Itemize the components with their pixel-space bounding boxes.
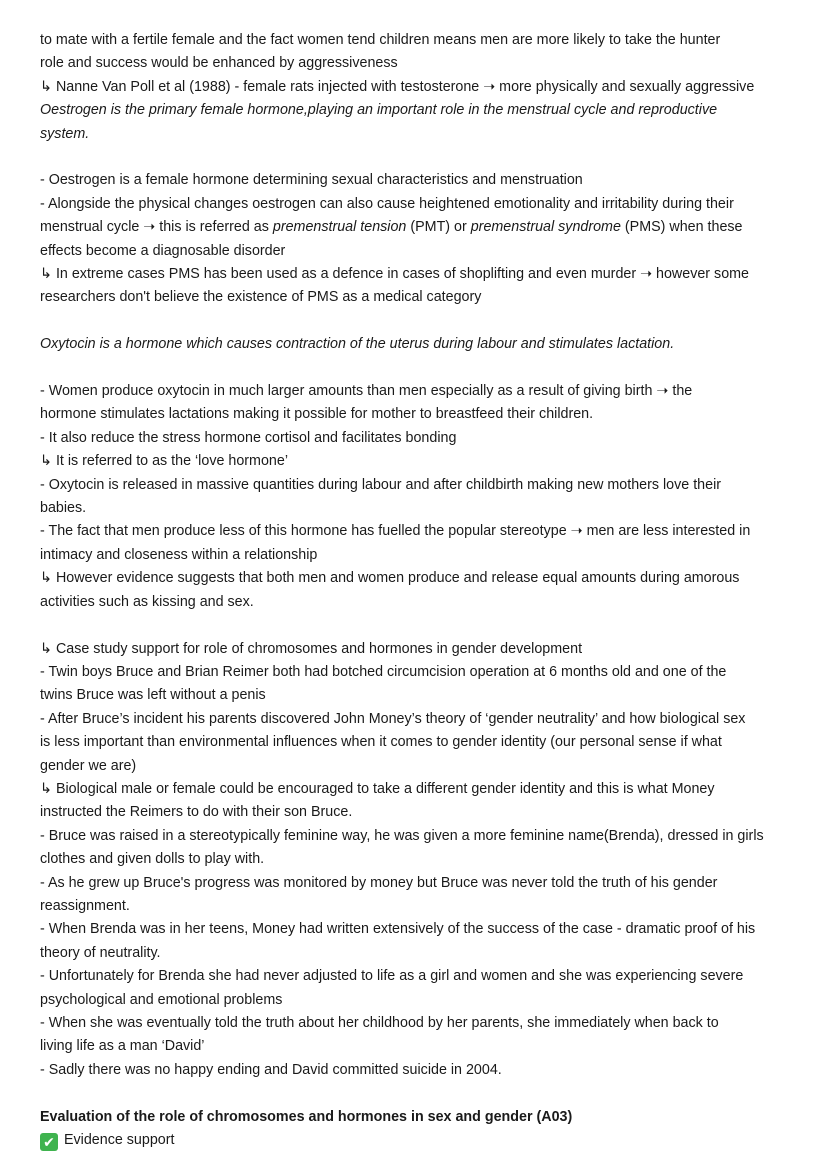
text-line: - Unfortunately for Brenda she had never adjusted to life as a girl and women and she was experiencing severe [40, 968, 744, 985]
text-line: ↳ Biological male or female could be encouraged to take a different gender identity and this is what Money [40, 780, 715, 797]
text-line: role and success would be enhanced by aggressiveness [40, 55, 398, 72]
text-line: is less important than environmental influences when it comes to gender identity (our personal sense if what [40, 734, 722, 751]
text-line: hormone stimulates lactations making it possible for mother to breastfeed their children. [40, 406, 594, 423]
text-line: system. [40, 125, 90, 142]
italic-term: premenstrual tension [272, 219, 407, 236]
blank-line [40, 614, 812, 637]
text-line: - When Brenda was in her teens, Money had written extensively of the success of the case - dramatic proof of his [40, 921, 756, 938]
text-line: activities such as kissing and sex. [40, 593, 254, 610]
text-line: menstrual cycle ➝ this is referred as premenstrual tension (PMT) or premenstrual syndrome (PMS) when these [40, 219, 743, 236]
text-line: - As he grew up Bruce's progress was monitored by money but Bruce was never told the truth of his gender [40, 874, 718, 891]
blank-line [40, 310, 812, 333]
text-line: - Oxytocin is released in massive quantities during labour and after childbirth making new mothers love their [40, 476, 722, 493]
text-line: instructed the Reimers to do with their son Bruce. [40, 804, 353, 821]
text-lines [40, 29, 812, 1106]
text-line: - The fact that men produce less of this hormone has fuelled the popular stereotype ➝ men are less interested in [40, 523, 751, 540]
text-line: - Alongside the physical changes oestrogen can also cause heightened emotionality and irritability during their [40, 195, 734, 212]
text-line: Oestrogen is the primary female hormone,playing an important role in the menstrual cycle and reproductive [40, 102, 718, 119]
blank-line [40, 146, 812, 169]
text-line: - Bruce was raised in a stereotypically feminine way, he was given a more feminine name(Brenda), dressed in girls [40, 827, 764, 844]
evaluation-heading: Evaluation of the role of chromosomes and hormones in sex and gender (A03) [40, 1108, 573, 1125]
text-line: intimacy and closeness within a relationship [40, 546, 318, 563]
text-line: reassignment. [40, 897, 130, 914]
text-line: effects become a diagnosable disorder [40, 242, 286, 259]
text-line: clothes and given dolls to play with. [40, 851, 265, 868]
text-line: - It also reduce the stress hormone cortisol and facilitates bonding [40, 429, 457, 446]
text-line: to mate with a fertile female and the fact women tend children means men are more likely to take the hunter [40, 32, 721, 48]
text-line: - Twin boys Bruce and Brian Reimer both had botched circumcision operation at 6 months old and one of the [40, 663, 727, 680]
text-line: psychological and emotional problems [40, 991, 283, 1008]
text-line: - When she was eventually told the truth about her childhood by her parents, she immediately when back to [40, 1015, 719, 1031]
document-body [40, 29, 812, 1152]
text-line: ↳ However evidence suggests that both men and women produce and release equal amounts during amorous [40, 570, 740, 587]
text-line: gender we are) [40, 757, 137, 774]
text-line: babies. [40, 500, 87, 517]
text-line: researchers don't believe the existence of PMS as a medical category [40, 289, 482, 306]
evidence-support-label: Evidence support [64, 1132, 175, 1149]
blank-line [40, 357, 812, 380]
evidence-support-item [40, 1129, 812, 1152]
text-line: ↳ In extreme cases PMS has been used as a defence in cases of shoplifting and even murder ➝ however some [40, 266, 750, 283]
text-line: ↳ Case study support for role of chromosomes and hormones in gender development [40, 640, 583, 657]
text-line: ↳ Nanne Van Poll et al (1988) - female rats injected with testosterone ➝ more physically and sexually aggressive [40, 78, 755, 95]
text-line: theory of neutrality. [40, 944, 161, 961]
check-mark-icon: ✔ [40, 1133, 58, 1151]
italic-term: premenstrual syndrome [470, 219, 621, 236]
text-line: - Women produce oxytocin in much larger amounts than men especially as a result of giving birth ➝ the [40, 383, 693, 400]
text-line: Oxytocin is a hormone which causes contraction of the uterus during labour and stimulates lactation. [40, 336, 675, 353]
text-line: - Oestrogen is a female hormone determining sexual characteristics and menstruation [40, 172, 583, 189]
blank-line [40, 1082, 812, 1105]
text-line: - Sadly there was no happy ending and David committed suicide in 2004. [40, 1061, 502, 1078]
text-line: living life as a man ‘David’ [40, 1038, 205, 1055]
text-line: ↳ It is referred to as the ‘love hormone’ [40, 453, 288, 470]
text-line: - After Bruce’s incident his parents discovered John Money’s theory of ‘gender neutrality’ and how biological sex [40, 710, 746, 727]
text-line: twins Bruce was left without a penis [40, 687, 266, 704]
